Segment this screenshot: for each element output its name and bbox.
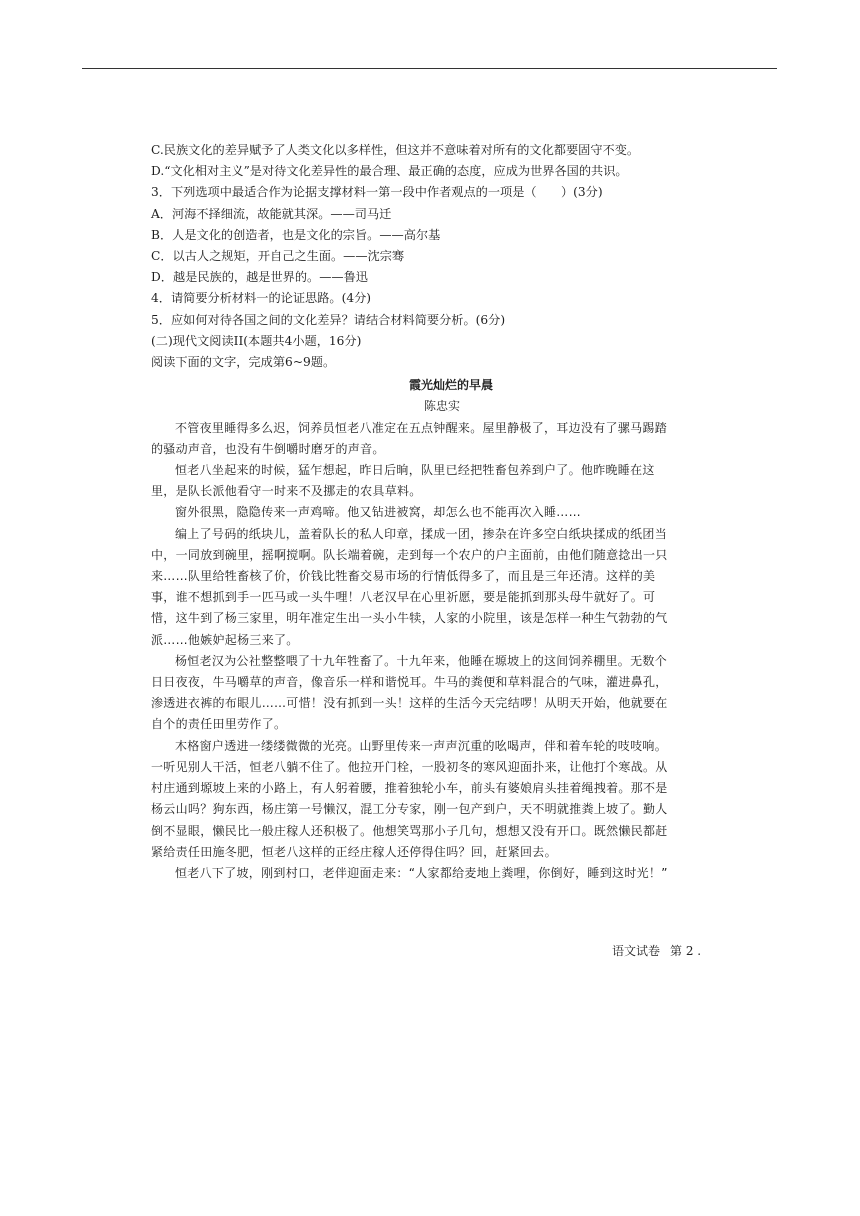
- question-3-option-c: C．以古人之规矩，开自己之生面。——沈宗骞: [151, 249, 405, 264]
- question-3: [151, 182, 671, 288]
- footer-page-number: 第 2 .: [670, 944, 702, 958]
- article-author: 陈忠实: [423, 399, 460, 414]
- page-footer: [612, 942, 711, 959]
- article-paragraph: 不管夜里睡得多么迟，饲养员恒老八准定在五点钟醒来。屋里静极了，耳边没有了骡马踢踏的骚动声音，也没有牛倒嚼时磨牙的声音。: [151, 420, 668, 456]
- article: [151, 375, 671, 884]
- article-paragraph: 杨恒老汉为公社整整喂了十九年牲畜了。十九年来，他睡在塬坡上的这间饲养棚里。无数个日日夜夜，牛马嚼草的声音，像音乐一样和谐悦耳。牛马的粪便和草料混合的气味，灌进鼻孔，渗透进衣裤的布眼儿……可惜！没有抓到一头！这样的生活今天完结啰！从明天开始，他就要在自个的责任田里劳作了。: [151, 653, 668, 732]
- questions-4-5: [151, 288, 671, 330]
- question-5: 5．应如何对待各国之间的文化差异？请结合材料简要分析。(6分): [151, 312, 506, 327]
- question-3-option-d: D．越是民族的，越是世界的。——鲁迅: [151, 270, 368, 285]
- article-paragraph: 恒老八坐起来的时候，猛乍想起，昨日后晌，队里已经把牲畜包养到户了。他昨晚睡在这里，是队长派他看守一时来不及挪走的农具草料。: [151, 463, 655, 499]
- page-content: [151, 140, 671, 884]
- section-heading: (二)现代文阅读II(本题共4小题，16分): [151, 333, 362, 348]
- article-paragraph: 编上了号码的纸块儿，盖着队长的私人印章，揉成一团，掺杂在许多空白纸块揉成的纸团当中，一同放到碗里，摇啊搅啊。队长端着碗，走到每一个农户的户主面前，由他们随意捻出一只来……队里给牲畜核了价，价钱比牲畜交易市场的行情低得多了，而且是三年还清。这样的美事，谁不想抓到手一匹马或一头牛哩！八老汉早在心里祈愿，要是能抓到那头母牛就好了。可惜，这牛到了杨三家里，明年准定生出一头小牛犊，人家的小院里，该是怎样一种生气勃勃的气派……他嫉妒起杨三来了。: [151, 526, 668, 647]
- article-paragraph: 恒老八下了坡，刚到村口，老伴迎面走来：“人家都给麦地上粪哩，你倒好，睡到这时光！”: [175, 865, 668, 880]
- section-instruction: 阅读下面的文字，完成第6~9题。: [151, 355, 336, 370]
- question-3-option-a: A．河海不择细流，故能就其深。——司马迁: [151, 206, 392, 221]
- section-header: [151, 331, 671, 373]
- question-2-options-tail: [151, 140, 671, 182]
- option-d: D.“文化相对主义”是对待文化差异性的最合理、最正确的态度，应成为世界各国的共识。: [151, 164, 628, 179]
- question-3-option-b: B．人是文化的创造者，也是文化的宗旨。——高尔基: [151, 227, 441, 242]
- article-paragraph: 窗外很黑，隐隐传来一声鸡啼。他又钻进被窝，却怎么也不能再次入睡……: [175, 505, 581, 520]
- footer-subject: 语文试卷: [612, 944, 661, 958]
- question-3-stem: 3．下列选项中最适合作为论据支撑材料一第一段中作者观点的一项是（ ）(3分): [151, 185, 603, 200]
- article-title: 霞光灿烂的早晨: [408, 378, 493, 393]
- header-rule: [82, 68, 777, 69]
- article-paragraph: 木格窗户透进一缕缕微微的光亮。山野里传来一声声沉重的吆喝声，伴和着车轮的吱吱响。一听见别人干活，恒老八躺不住了。他拉开门栓，一股初冬的寒风迎面扑来，让他打个寒战。从村庄通到塬坡上来的小路上，有人躬着腰，推着独轮小车，前头有婆娘肩头挂着绳拽着。那不是杨云山吗？狗东西，杨庄第一号懒汉，混工分专家，刚一包产到户，天不明就推粪上坡了。勤人倒不显眼，懒民比一般庄稼人还积极了。他想笑骂那小子几句，想想又没有开口。既然懒民都赶紧给责任田施冬肥，恒老八这样的正经庄稼人还停得住吗？回，赶紧回去。: [151, 738, 668, 859]
- question-4: 4．请简要分析材料一的论证思路。(4分): [151, 291, 372, 306]
- option-c: C.民族文化的差异赋予了人类文化以多样性，但这并不意味着对所有的文化都要固守不变。: [151, 143, 640, 157]
